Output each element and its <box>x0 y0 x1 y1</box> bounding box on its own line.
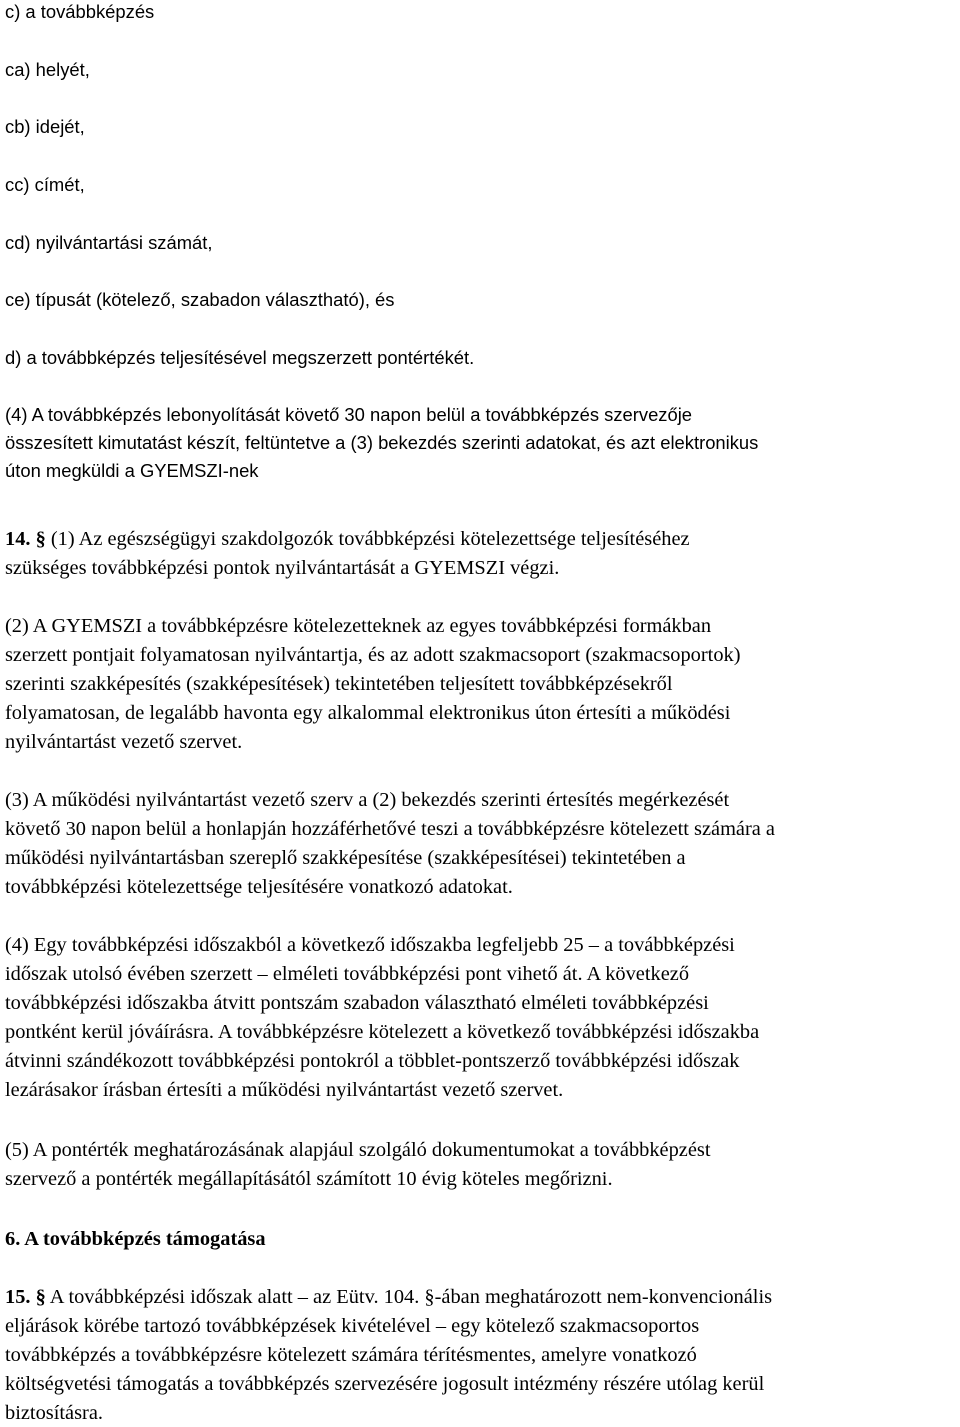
section-14-line <box>5 525 690 553</box>
section-15-line <box>5 1283 772 1311</box>
list-item-cd: cd) nyilvántartási számát, <box>5 232 213 253</box>
section-14-para-5-line: szervező a pontérték megállapításától számított 10 évig köteles megőrizni. <box>5 1168 613 1190</box>
section-14-para-2-line: szerinti szakképesítés (szakképesítések) tekintetében teljesített továbbképzésekről <box>5 673 673 695</box>
list-item-d: d) a továbbképzés teljesítésével megszerzett pontértékét. <box>5 347 475 368</box>
section-14-para-3-line: (3) A működési nyilvántartást vezető szerv a (2) bekezdés szerinti értesítés megérkezését <box>5 789 730 811</box>
section-14-para-3-line: működési nyilvántartásban szereplő szakképesítése (szakképesítései) tekintetében a <box>5 847 686 869</box>
section-15-text: A továbbképzési időszak alatt – az Eütv. 104. §-ában meghatározott nem-konvencionális <box>45 1286 773 1308</box>
section-14-para-5-line: (5) A pontérték meghatározásának alapjául szolgáló dokumentumokat a továbbképzést <box>5 1139 711 1161</box>
section-14-para-3-line: továbbképzési kötelezettsége teljesítésére vonatkozó adatokat. <box>5 876 513 898</box>
section-14-para-2-line: (2) A GYEMSZI a továbbképzésre kötelezetteknek az egyes továbbképzési formákban <box>5 615 712 637</box>
section-15-number: 15. § <box>5 1286 46 1308</box>
section-14-para-2-line: folyamatosan, de legalább havonta egy alkalommal elektronikus úton értesíti a működési <box>5 702 731 724</box>
list-item-c: c) a továbbképzés <box>5 1 155 22</box>
paragraph-4-line: (4) A továbbképzés lebonyolítását követő 30 napon belül a továbbképzés szervezője <box>5 404 693 425</box>
section-14-line: szükséges továbbképzési pontok nyilvántartását a GYEMSZI végzi. <box>5 557 560 579</box>
section-15-line: továbbképzés a továbbképzésre kötelezett számára térítésmentes, amelyre vonatkozó <box>5 1344 697 1366</box>
section-14-number: 14. § <box>5 528 46 550</box>
section-14-para-4-line: pontként kerül jóváírásra. A továbbképzésre kötelezett a következő továbbképzési időszakba <box>5 1021 760 1043</box>
section-14-para-3-line: követő 30 napon belül a honlapján hozzáférhetővé teszi a továbbképzésre kötelezett számára a <box>5 818 775 840</box>
list-item-cc: cc) címét, <box>5 174 85 195</box>
section-14-para-4-line: továbbképzési időszakba átvitt pontszám szabadon választható elméleti továbbképzési <box>5 992 709 1014</box>
paragraph-4-line: összesített kimutatást készít, feltüntetve a (3) bekezdés szerinti adatokat, és azt elektronikus <box>5 432 759 453</box>
section-14-para-4-line: időszak utolsó évében szerzett – elméleti továbbképzési pont vihető át. A következő <box>5 963 690 985</box>
section-14-para-4-line: lezárásakor írásban értesíti a működési nyilvántartást vezető szervet. <box>5 1079 564 1101</box>
paragraph-4-line: úton megküldi a GYEMSZI-nek <box>5 460 259 481</box>
section-15-line: biztosításra. <box>5 1402 103 1424</box>
section-14-para-4-line: átvinni szándékozott továbbképzési pontokról a többlet-pontszerző továbbképzési időszak <box>5 1050 740 1072</box>
section-14-text: (1) Az egészségügyi szakdolgozók továbbképzési kötelezettsége teljesítéséhez <box>45 528 690 550</box>
section-heading: 6. A továbbképzés támogatása <box>5 1228 266 1250</box>
section-14-para-2-line: nyilvántartást vezető szervet. <box>5 731 243 753</box>
list-item-ca: ca) helyét, <box>5 59 90 80</box>
section-15-line: költségvetési támogatás a továbbképzés szervezésére jogosult intézmény részére utólag kerül <box>5 1373 765 1395</box>
list-item-ce: ce) típusát (kötelező, szabadon választható), és <box>5 289 395 310</box>
section-15-line: eljárások körébe tartozó továbbképzések kivételével – egy kötelező szakmacsoportos <box>5 1315 700 1337</box>
section-14-para-4-line: (4) Egy továbbképzési időszakból a következő időszakba legfeljebb 25 – a továbbképzési <box>5 934 735 956</box>
list-item-cb: cb) idejét, <box>5 116 85 137</box>
section-14-para-2-line: szerzett pontjait folyamatosan nyilvántartja, és az adott szakmacsoport (szakmacsoportok) <box>5 644 741 666</box>
